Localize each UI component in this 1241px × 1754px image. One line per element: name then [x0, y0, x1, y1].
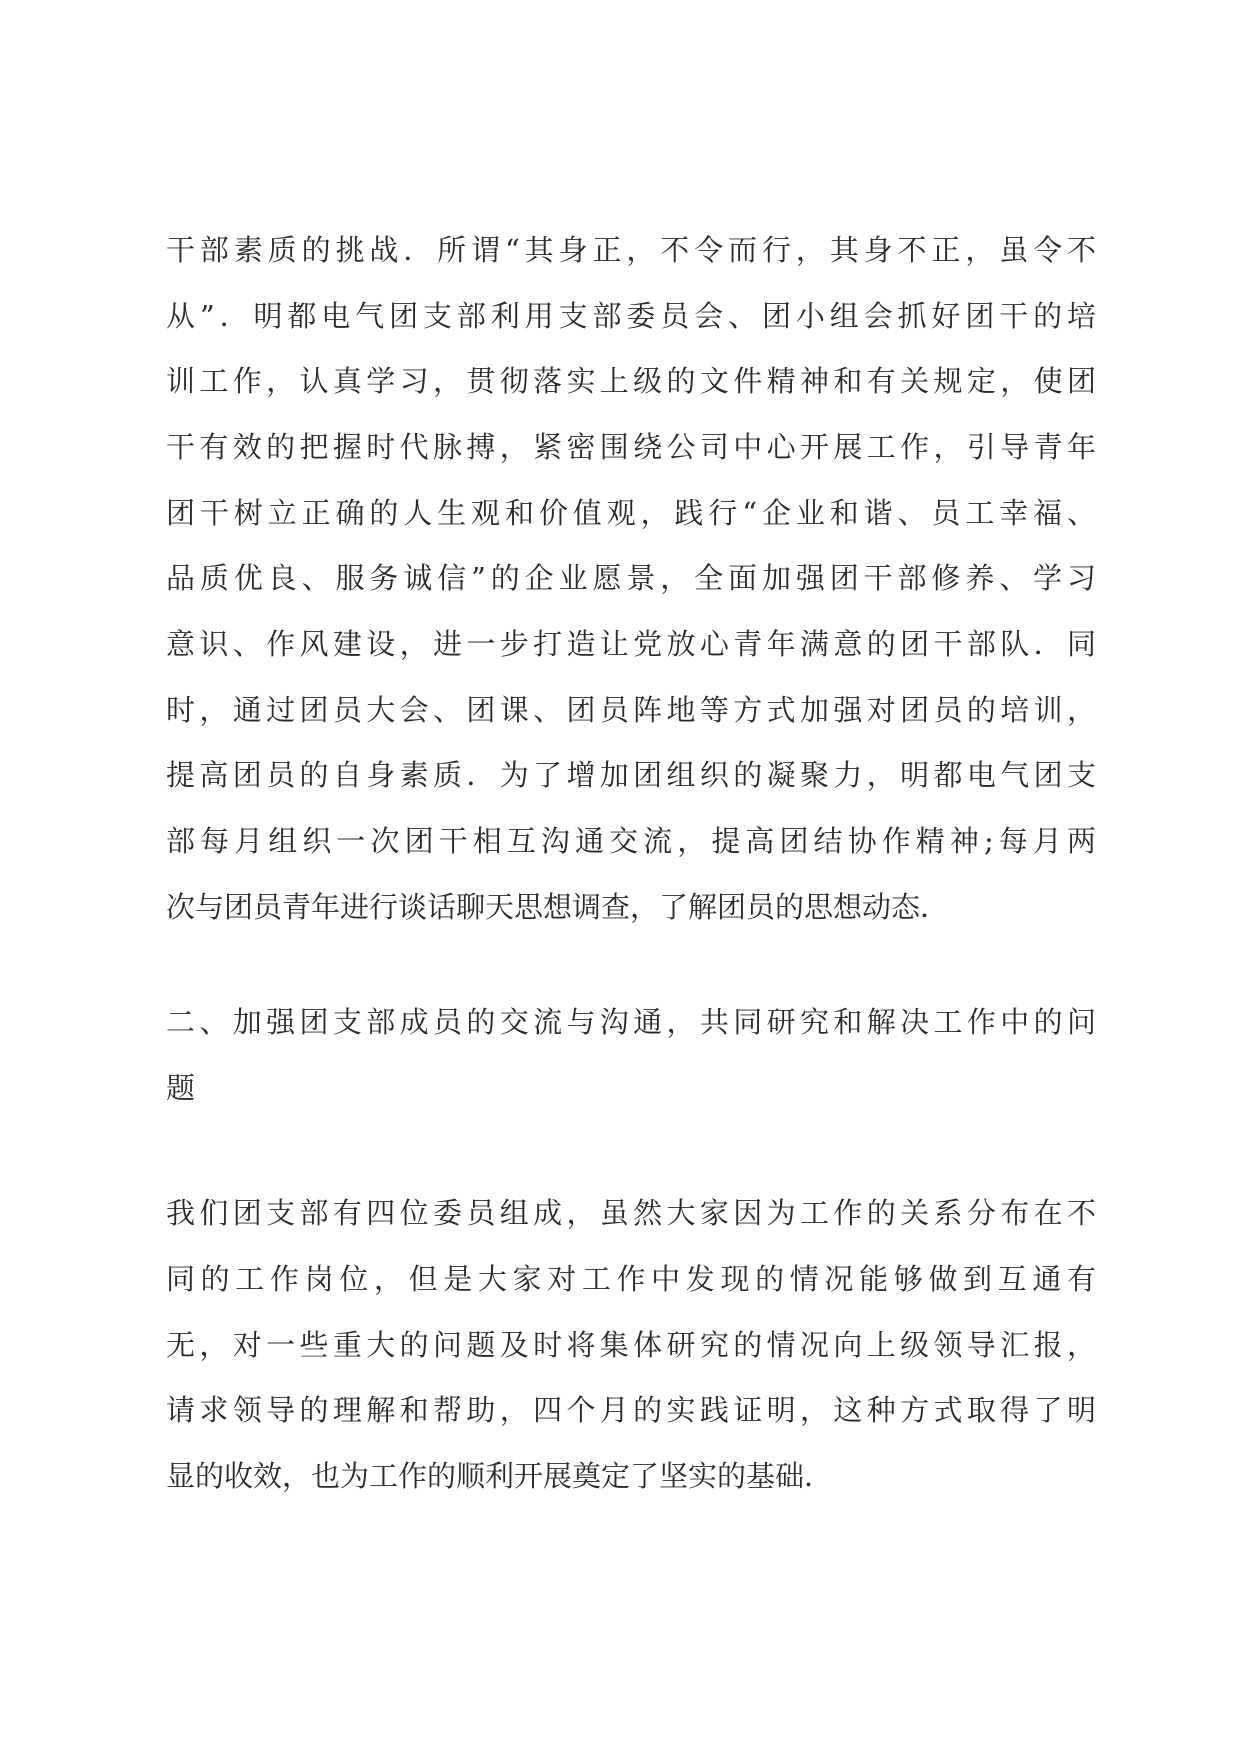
text-line: 团干树立正确的人生观和价值观，践行“企业和谐、员工幸福、: [166, 496, 1096, 530]
text-line: 意识、作风建设，进一步打造让党放心青年满意的团干部队．同: [166, 627, 1096, 661]
text-line: 训工作，认真学习，贯彻落实上级的文件精神和有关规定，使团: [166, 364, 1096, 398]
text-line: 干部素质的挑战．所谓“其身正，不令而行，其身不正，虽令不: [166, 233, 1096, 267]
heading-line: 题: [166, 1071, 196, 1105]
text-line: 部每月组织一次团干相互沟通交流，提高团结协作精神;每月两: [166, 824, 1096, 858]
text-line: 提高团员的自身素质．为了增加团组织的凝聚力，明都电气团支: [166, 758, 1096, 792]
text-line: 无，对一些重大的问题及时将集体研究的情况向上级领导汇报，: [166, 1328, 1096, 1362]
text-line: 次与团员青年进行谈话聊天思想调查，了解团员的思想动态．: [166, 890, 950, 924]
text-line: 品质优良、服务诚信”的企业愿景，全面加强团干部修养、学习: [166, 561, 1096, 595]
text-line: 时，通过团员大会、团课、团员阵地等方式加强对团员的培训，: [166, 693, 1096, 727]
text-line: 同的工作岗位，但是大家对工作中发现的情况能够做到互通有: [166, 1262, 1096, 1296]
heading-line: 二、加强团支部成员的交流与沟通，共同研究和解决工作中的问: [166, 1005, 1096, 1039]
text-line: 从”．明都电气团支部利用支部委员会、团小组会抓好团干的培: [166, 299, 1096, 333]
text-line: 干有效的把握时代脉搏，紧密围绕公司中心开展工作，引导青年: [166, 430, 1096, 464]
text-line: 我们团支部有四位委员组成，虽然大家因为工作的关系分布在不: [166, 1196, 1096, 1230]
text-line: 显的收效，也为工作的顺利开展奠定了坚实的基础．: [166, 1459, 834, 1493]
text-line: 请求领导的理解和帮助，四个月的实践证明，这种方式取得了明: [166, 1393, 1096, 1427]
